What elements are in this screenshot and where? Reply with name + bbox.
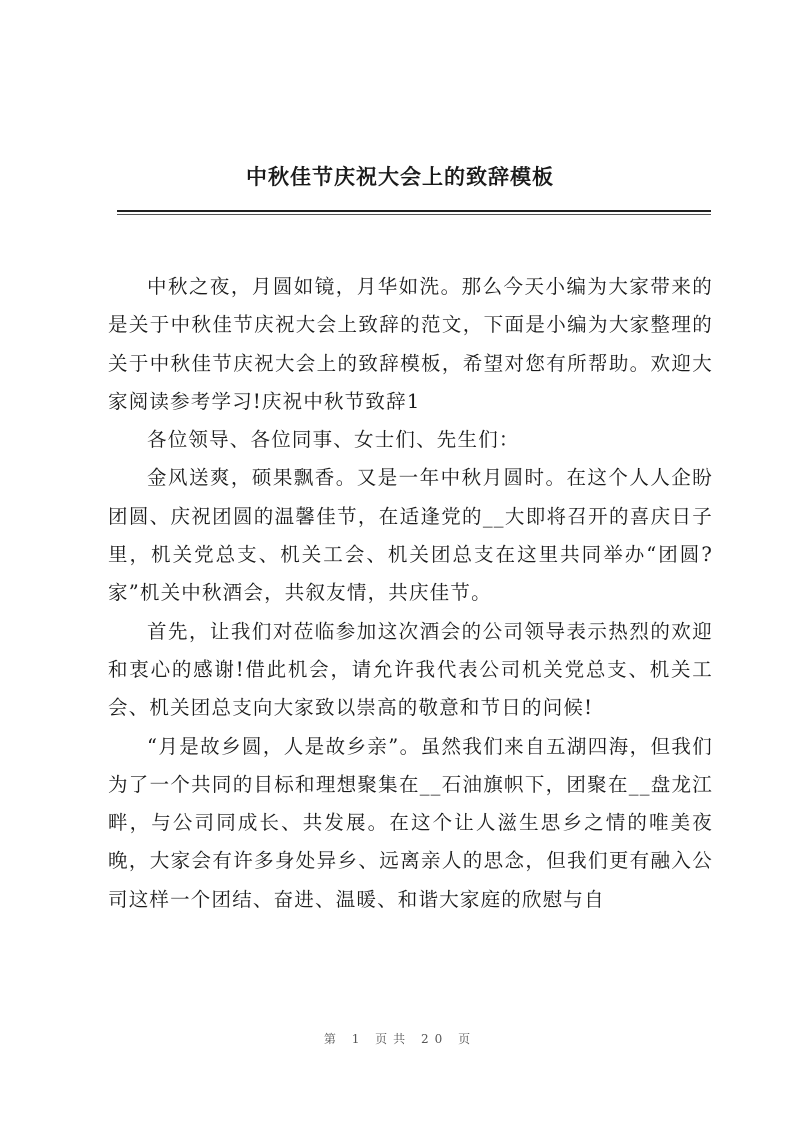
footer-current-page: 1 <box>351 1032 366 1046</box>
paragraph-salutation: 各位领导、各位同事、女士们、先生们： <box>147 428 520 452</box>
footer-suffix: 页 <box>458 1032 477 1046</box>
footer-total-pages: 20 <box>421 1032 449 1046</box>
title-underline <box>117 210 711 212</box>
paragraph-welcome: 首先，让我们对莅临参加这次酒会的公司领导表示热烈的欢迎和衷心的感谢!借此机会，请允许我代表公司机关党总支、机关工会、机关团总支向大家致以崇高的敬意和节日的问候! <box>108 619 713 720</box>
footer-mid: 页共 <box>375 1032 412 1046</box>
paragraph-intro: 中秋之夜，月圆如镜，月华如洗。那么今天小编为大家带来的是关于中秋佳节庆祝大会上致辞的范文，下面是小编为大家整理的关于中秋佳节庆祝大会上的致辞模板，希望对您有所帮助。欢迎大家阅读参考学习!庆祝中秋节致辞1 <box>108 275 713 413</box>
page-footer <box>0 1030 800 1047</box>
document-body <box>108 268 713 919</box>
title-underline-thin <box>117 214 711 215</box>
paragraph-opening: 金风送爽，硕果飘香。又是一年中秋月圆时。在这个人人企盼团圆、庆祝团圆的温馨佳节，在适逢党的__大即将召开的喜庆日子里，机关党总支、机关工会、机关团总支在这里共同举办“团圆?家”机关中秋酒会，共叙友情，共庆佳节。 <box>108 466 713 605</box>
paragraph-hometown: “月是故乡圆，人是故乡亲”。虽然我们来自五湖四海，但我们为了一个共同的目标和理想聚集在__石油旗帜下，团聚在__盘龙江畔，与公司同成长、共发展。在这个让人滋生思乡之情的唯美夜晚，大家会有许多身处异乡、远离亲人的思念，但我们更有融入公司这样一个团结、奋进、温暖、和谐大家庭的欣慰与自 <box>108 734 713 911</box>
footer-prefix: 第 <box>323 1032 342 1046</box>
document-title: 中秋佳节庆祝大会上的致辞模板 <box>246 164 554 189</box>
